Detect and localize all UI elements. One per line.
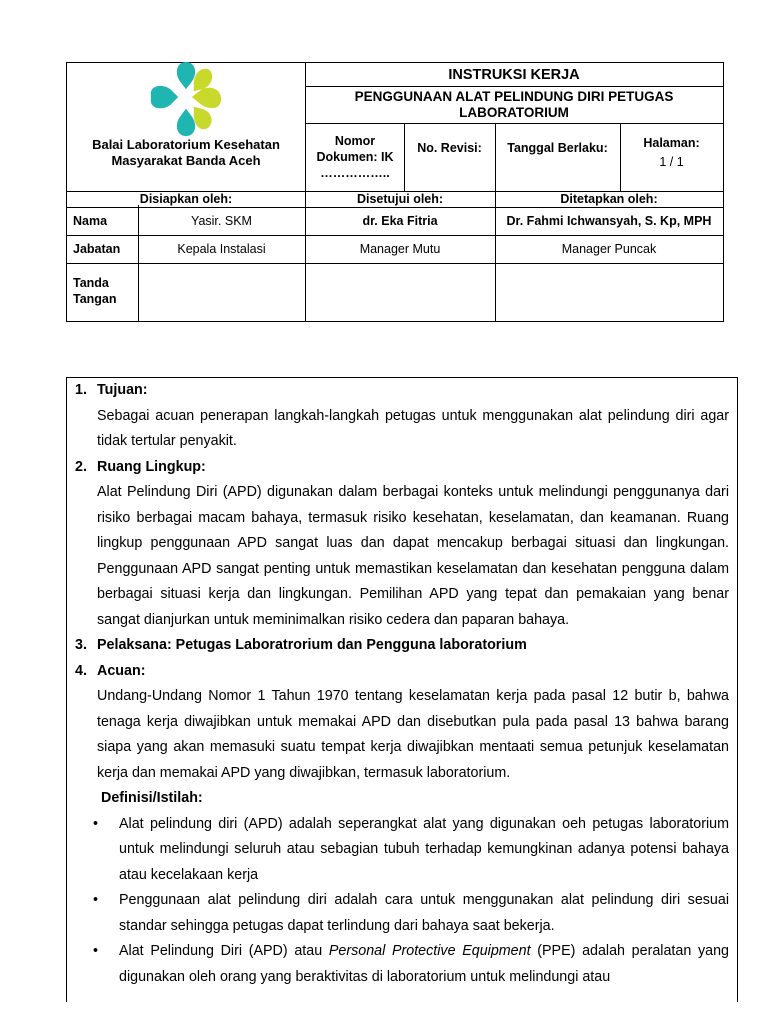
prepared-signature-field[interactable]	[139, 264, 304, 320]
section-title: Pelaksana: Petugas Laboratrorium dan Pengguna laboratorium	[97, 637, 527, 653]
document-header-table	[66, 62, 724, 322]
institution-name: Balai Laboratorium Kesehatan Masyarakat Banda Aceh	[92, 137, 280, 168]
signature-row-label: Tanda Tangan	[73, 276, 117, 306]
name-row-label: Nama	[73, 214, 108, 228]
section-executor-heading	[75, 633, 729, 659]
document-subtitle: PENGGUNAAN ALAT PELINDUNG DIRI PETUGAS LABORATORIUM	[354, 88, 674, 120]
section-purpose-heading	[75, 378, 729, 404]
section-number: 3.	[75, 637, 87, 653]
definition-text	[119, 939, 729, 990]
revision-label: No. Revisi:	[417, 141, 482, 155]
approved-signature-field[interactable]	[306, 264, 494, 320]
logo-leaf-left	[151, 86, 178, 108]
section-number: 2.	[75, 458, 87, 475]
approved-by-header: Disetujui oleh:	[356, 192, 444, 206]
section-number: 4.	[75, 662, 87, 679]
section-title: Ruang Lingkup:	[97, 458, 206, 475]
logo-leaf-lower-right	[194, 107, 212, 129]
definition-item	[93, 888, 729, 939]
definition-term-italic: Personal Protective Equipment	[328, 943, 531, 959]
set-by-header: Ditetapkan oleh:	[560, 192, 658, 206]
section-reference-heading	[75, 659, 729, 685]
approved-position: Manager Mutu	[359, 242, 441, 256]
page-value: 1 / 1	[659, 155, 684, 169]
position-row-label: Jabatan	[73, 242, 121, 256]
section-scope-heading	[75, 455, 729, 481]
set-name: Dr. Fahmi Ichwansyah, S. Kp, MPH	[506, 214, 712, 228]
definition-text: Alat pelindung diri (APD) adalah seperangkat alat yang digunakan oeh petugas laboratorium untuk melindungi seluruh atau sebagian tubuh terhadap kemungkinan adanya potensi bahaya atau kecelakaan kerja	[119, 815, 729, 883]
section-title: Acuan:	[97, 662, 146, 679]
institution-logo	[147, 60, 225, 138]
definition-text-part: Alat Pelindung Diri (APD) atau	[119, 943, 329, 959]
prepared-name: Yasir. SKM	[191, 214, 252, 228]
page-label: Halaman:	[643, 136, 700, 150]
bullet-icon: •	[93, 815, 99, 832]
definition-text: Penggunaan alat pelindung diri adalah cara untuk menggunakan alat pelindung diri sesuai standar sehingga petugas dapat terlindung dari bahaya saat bekerja.	[119, 892, 729, 934]
section-number: 1.	[75, 382, 87, 398]
document-number-label: Nomor Dokumen: IK ……………..	[316, 134, 394, 180]
bullet-icon: •	[93, 943, 99, 959]
effective-date-label: Tanggal Berlaku:	[507, 141, 608, 155]
prepared-position: Kepala Instalasi	[177, 242, 266, 256]
section-reference-text: Undang-Undang Nomor 1 Tahun 1970 tentang keselamatan kerja pada pasal 12 butir b, bahwa tenaga kerja diwajibkan untuk memakai APD dan disebutkan pula pada pasal 13 bahwa barang siapa yang akan memasuki suatu tempat kerja diwajibkan mentaati semua petunjuk keselamatan kerja dan memakai APD yang diwajibkan, termasuk laboratorium.	[97, 688, 729, 781]
definition-text-part: (PPE) adalah peralatan yang digunakan oleh orang yang beraktivitas di laboratorium untuk melindungi atau	[119, 943, 729, 985]
bullet-icon: •	[93, 892, 99, 908]
document-type-title: INSTRUKSI KERJA	[448, 66, 580, 83]
prepared-by-header: Disiapkan oleh:	[139, 192, 233, 206]
section-purpose-text: Sebagai acuan penerapan langkah-langkah petugas untuk menggunakan alat pelindung diri agar tidak tertular penyakit.	[97, 407, 729, 449]
section-scope-text: Alat Pelindung Diri (APD) digunakan dalam berbagai konteks untuk melindungi penggunanya dari risiko berbagai macam bahaya, termasuk risiko kesehatan, keselamatan, dan keamanan. Ruang lingkup penggunaan APD sangat luas dan dapat mencakup berbagai situasi dan lingkungan. Penggunaan APD sangat penting untuk memastikan keselamatan dan kesehatan pengguna dalam berbagai situasi kerja dan lingkungan. Pemilihan APD yang tepat dan pemakaian yang benar sangat dianjurkan untuk meminimalkan risiko cedera dan paparan bahaya.	[97, 484, 729, 628]
logo-leaf-bottom	[177, 109, 195, 136]
section-title: Tujuan:	[97, 382, 148, 398]
definitions-heading: Definisi/Istilah:	[101, 790, 203, 806]
approved-name: dr. Eka Fitria	[362, 214, 438, 228]
set-signature-field[interactable]	[496, 264, 722, 320]
logo-leaf-right	[192, 88, 221, 108]
document-body	[66, 377, 738, 1002]
logo-leaf-top	[177, 62, 195, 89]
set-position: Manager Puncak	[561, 242, 657, 256]
definition-item	[93, 939, 729, 990]
definition-item	[93, 812, 729, 889]
